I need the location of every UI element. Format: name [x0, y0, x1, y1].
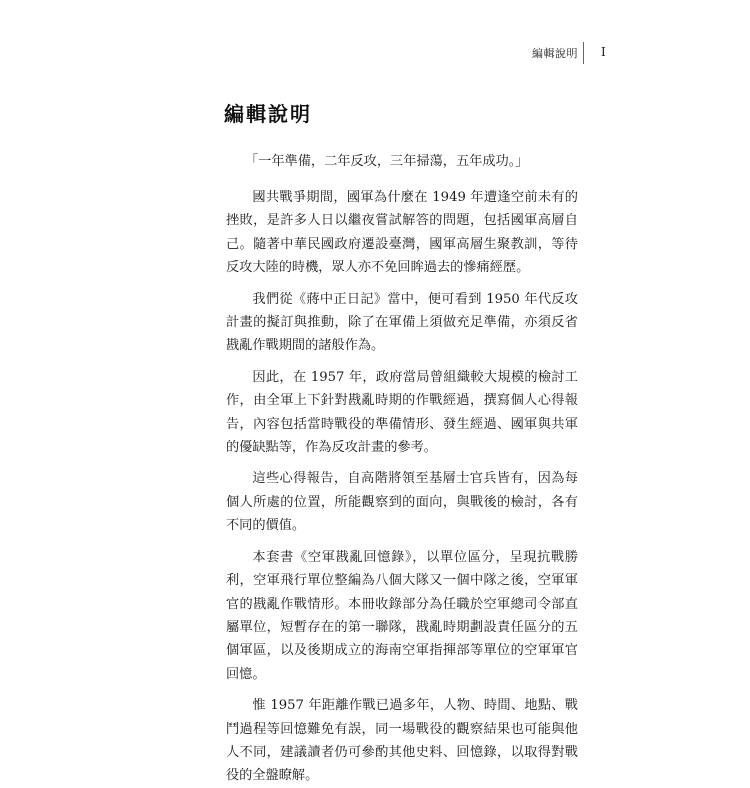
paragraph: 國共戰爭期間，國軍為什麼在 1949 年遭逢空前未有的挫敗，是許多人日以繼夜嘗試解答的問題，包括國軍高層自己。隨著中華民國政府遷設臺灣，國軍高層生聚教訓，等待反攻大陸的時機，眾人亦不免回眸過去的慘痛經歷。	[226, 190, 578, 276]
page-number: I	[601, 45, 606, 59]
paragraph: 這些心得報告，自高階將領至基層士官兵皆有，因為每個人所處的位置，所能觀察到的面向，與戰後的檢討，各有不同的價值。	[226, 471, 578, 534]
running-header-title: 編輯說明	[532, 47, 578, 60]
chapter-title: 編輯說明	[224, 102, 312, 126]
header-divider	[583, 42, 584, 64]
epigraph-quote: 「一年準備，二年反攻，三年掃蕩，五年成功。」	[245, 154, 529, 169]
paragraph: 我們從《蔣中正日記》當中，便可看到 1950 年代反攻計畫的擬訂與推動，除了在軍備上須做充足準備，亦須反省戡亂作戰期間的諸般作為。	[226, 291, 578, 354]
running-header	[520, 44, 630, 66]
body-text	[226, 186, 578, 788]
paragraph: 本套書《空軍戡亂回憶錄》，以單位區分，呈現抗戰勝利，空軍飛行單位整編為八個大隊又一個中隊之後，空軍軍官的戡亂作戰情形。本冊收錄部分為任職於空軍總司令部直屬單位，短暫存在的第一聯隊，戡亂時期劃設責任區分的五個軍區，以及後期成立的海南空軍指揮部等單位的空軍軍官回憶。	[226, 549, 578, 682]
paragraph: 惟 1957 年距離作戰已過多年，人物、時間、地點、戰鬥過程等回憶難免有誤，同一場戰役的觀察結果也可能與他人不同，建議讀者仍可參酌其他史料、回憶錄，以取得對戰役的全盤瞭解。	[226, 698, 578, 784]
paragraph: 因此，在 1957 年，政府當局曾組織較大規模的檢討工作，由全軍上下針對戡亂時期的作戰經過，撰寫個人心得報告，內容包括當時戰役的準備情形、發生經過、國軍與共軍的優缺點等，作為反攻計畫的參考。	[226, 369, 578, 456]
